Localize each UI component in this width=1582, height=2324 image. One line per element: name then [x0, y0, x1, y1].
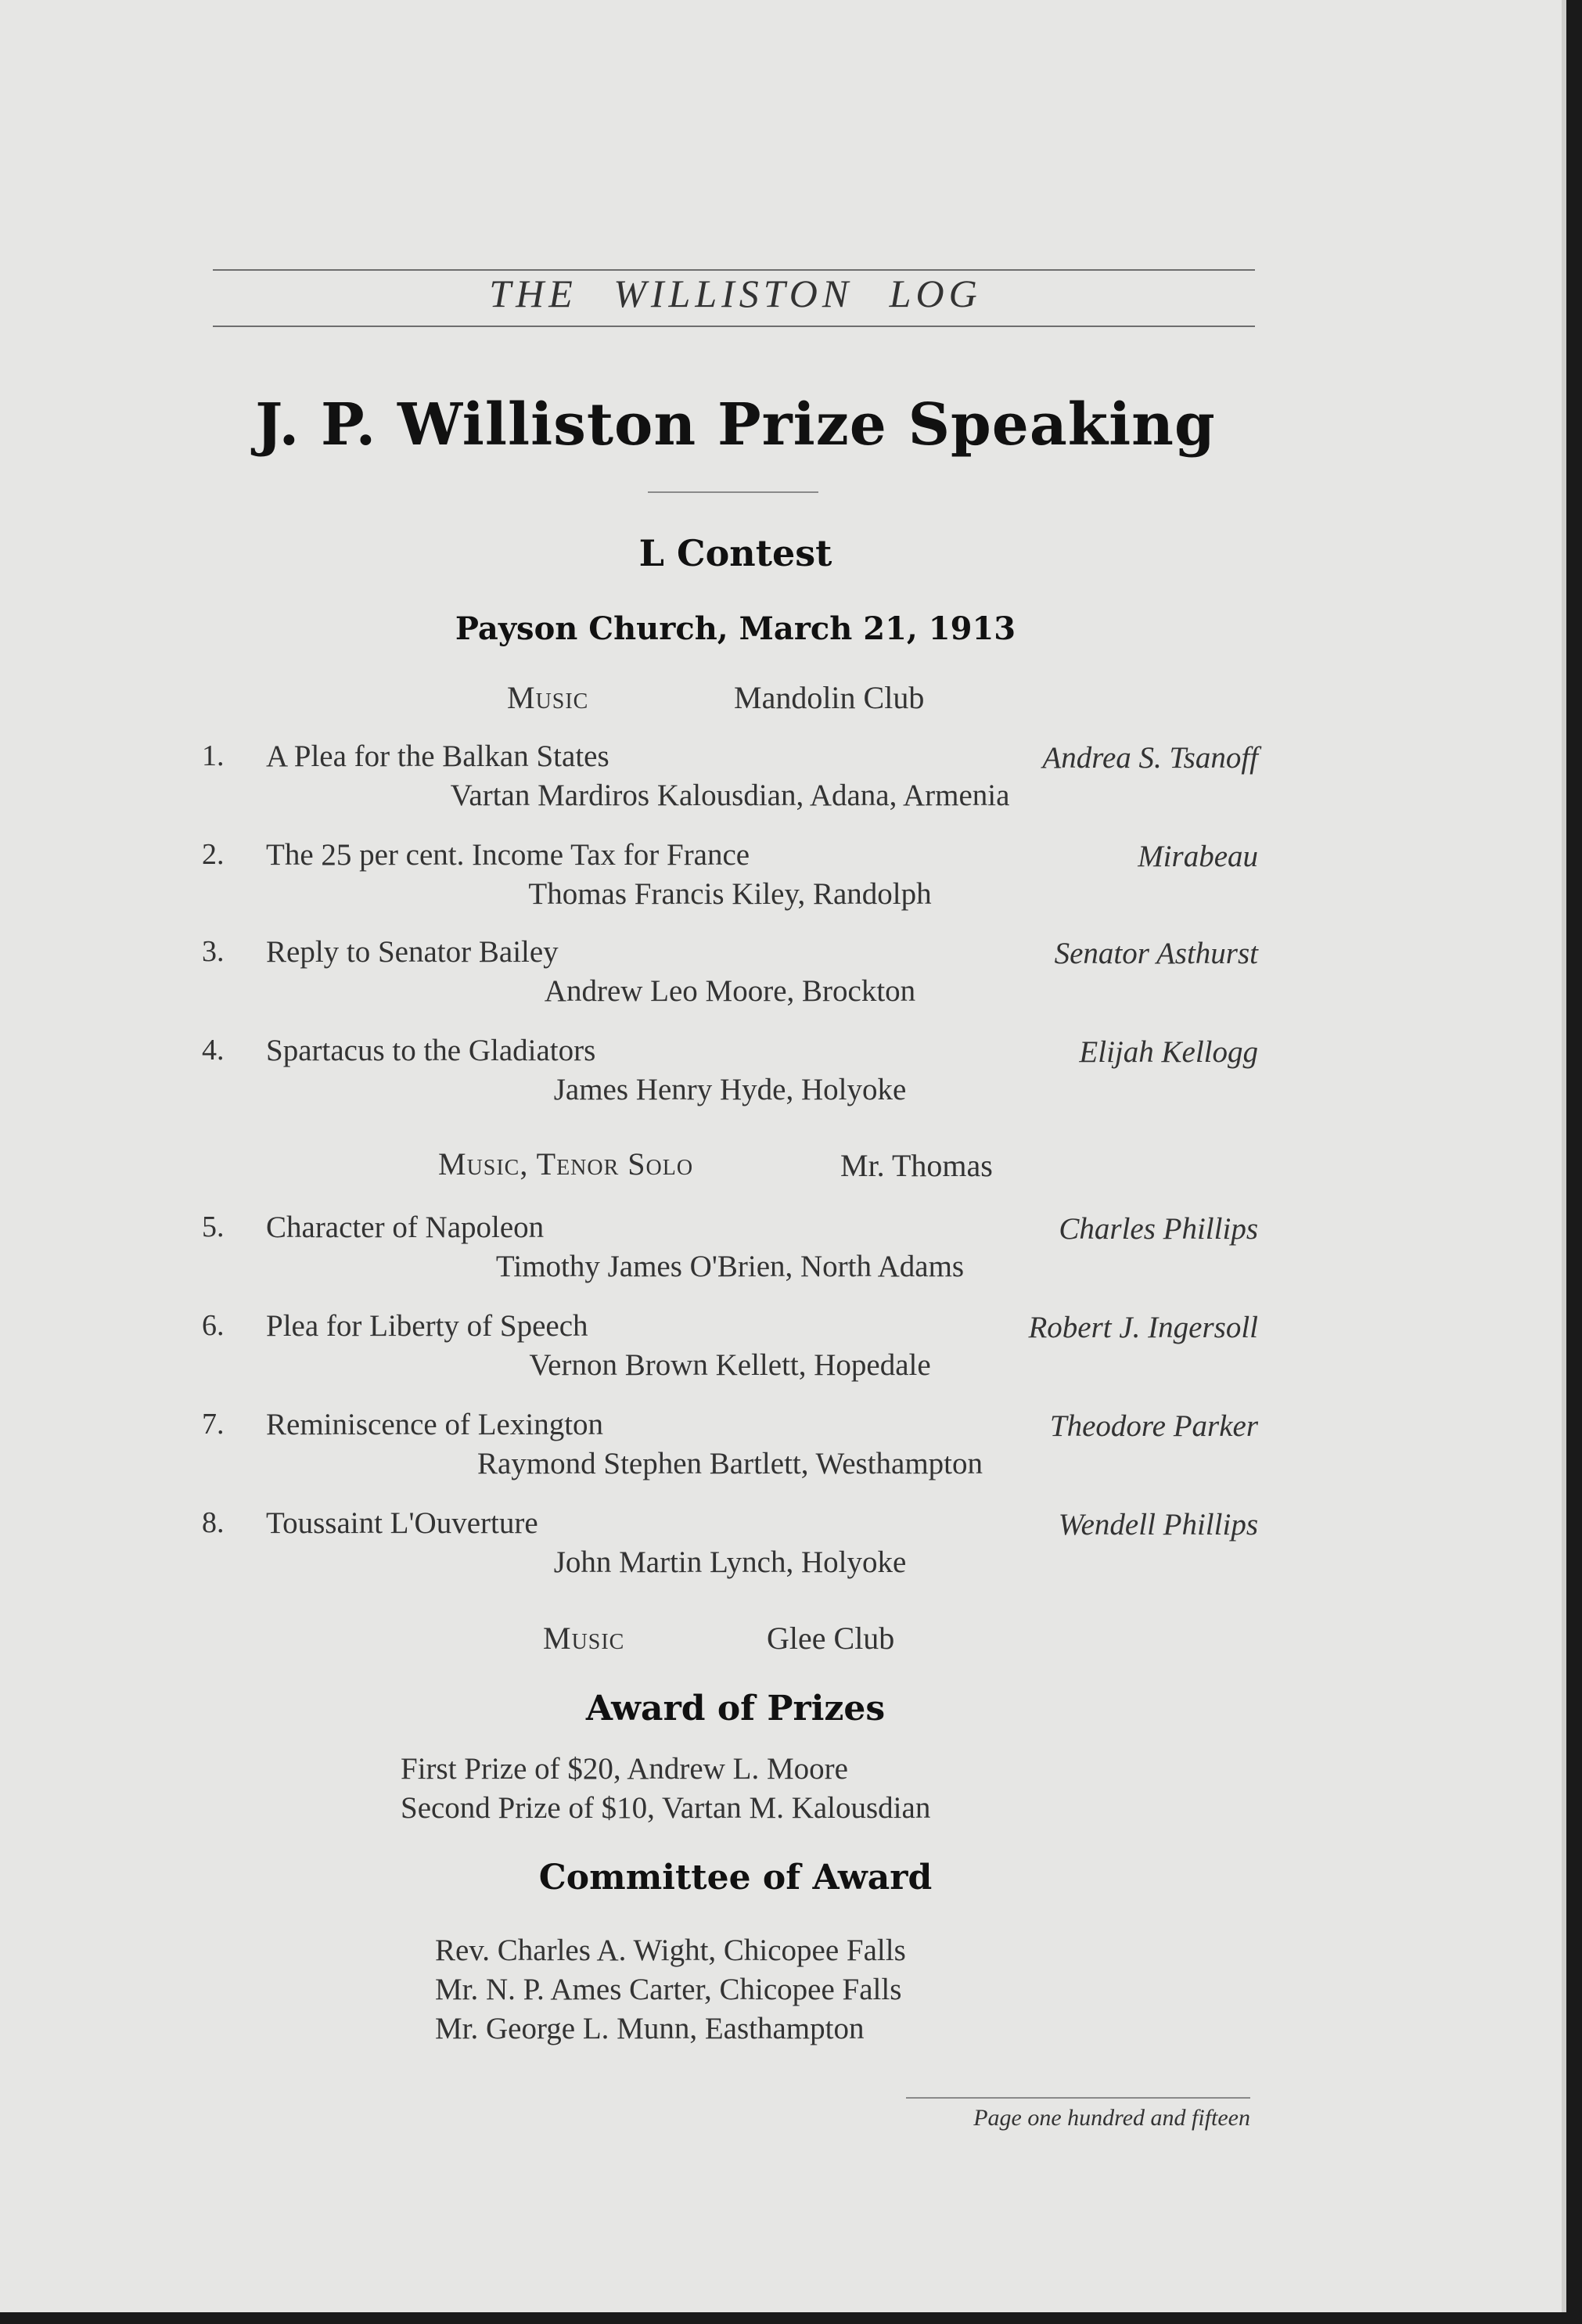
page-number-label: Page one hundred and fifteen — [973, 2105, 1250, 2131]
music-performer-text: Mr. Thomas — [840, 1148, 993, 1183]
page-edge — [1562, 0, 1566, 2312]
program-item — [202, 837, 1258, 923]
item-speaker: Vartan Mardiros Kalousdian, Adana, Armenia — [450, 779, 1010, 812]
music-performer-text: Glee Club — [767, 1621, 895, 1656]
committee-heading: Committee of Award — [538, 1858, 933, 1898]
music-label: Music, Tenor Solo — [438, 1146, 694, 1182]
title-divider — [648, 491, 818, 493]
item-speaker: Thomas Francis Kiley, Randolph — [528, 877, 932, 911]
item-title: Character of Napoleon — [266, 1211, 545, 1244]
item-number: 3. — [202, 935, 225, 968]
item-author: Robert J. Ingersoll — [1028, 1311, 1258, 1344]
item-author: Wendell Phillips — [1058, 1508, 1258, 1542]
committee-member: Mr. George L. Munn, Easthampton — [435, 2012, 865, 2045]
contest-subtitle: L Contest — [638, 532, 832, 574]
item-title: The 25 per cent. Income Tax for France — [266, 838, 750, 872]
award-line: First Prize of $20, Andrew L. Moore — [401, 1752, 848, 1786]
item-author: Andrea S. Tsanoff — [1042, 741, 1258, 775]
item-speaker: Vernon Brown Kellett, Hopedale — [529, 1348, 931, 1382]
program-item — [202, 739, 1258, 825]
item-title: Reply to Senator Bailey — [266, 935, 559, 969]
item-speaker: John Martin Lynch, Holyoke — [553, 1545, 907, 1579]
item-speaker: Raymond Stephen Bartlett, Westhampton — [476, 1447, 983, 1480]
committee-list — [435, 1931, 906, 2049]
item-number: 5. — [202, 1211, 225, 1243]
music-label: Music — [507, 680, 589, 715]
program-item — [202, 1210, 1258, 1296]
program-item — [202, 1506, 1258, 1592]
music-performer — [734, 679, 924, 716]
venue-date: Payson Church, March 21, 1913 — [455, 610, 1016, 647]
item-speaker: Andrew Leo Moore, Brockton — [544, 974, 916, 1008]
committee-member: Rev. Charles A. Wight, Chicopee Falls — [435, 1934, 906, 1967]
item-number: 6. — [202, 1309, 225, 1342]
committee-member: Mr. N. P. Ames Carter, Chicopee Falls — [435, 1973, 902, 2006]
program-item — [202, 1308, 1258, 1394]
music-label: Music — [543, 1621, 625, 1656]
item-title: Toussaint L'Ouverture — [266, 1506, 538, 1540]
item-number: 2. — [202, 838, 225, 871]
item-number: 1. — [202, 739, 225, 772]
item-author: Theodore Parker — [1049, 1409, 1258, 1443]
item-author: Senator Asthurst — [1054, 937, 1258, 970]
item-number: 4. — [202, 1034, 225, 1067]
item-speaker: James Henry Hyde, Holyoke — [553, 1073, 907, 1106]
music-entry — [543, 1620, 624, 1657]
award-line: Second Prize of $10, Vartan M. Kalousdian — [401, 1791, 931, 1825]
item-number: 8. — [202, 1506, 225, 1539]
footer-rule — [906, 2097, 1250, 2099]
program-item — [202, 1407, 1258, 1493]
item-author: Elijah Kellogg — [1079, 1035, 1258, 1069]
item-author: Mirabeau — [1138, 840, 1258, 873]
item-author: Charles Phillips — [1059, 1212, 1258, 1246]
awards-list — [401, 1750, 930, 1828]
header-rule-bottom — [213, 326, 1255, 327]
item-title: Plea for Liberty of Speech — [266, 1309, 588, 1343]
item-number: 7. — [202, 1408, 225, 1441]
music-performer — [840, 1147, 993, 1184]
item-title: Spartacus to the Gladiators — [266, 1034, 596, 1067]
item-title: Reminiscence of Lexington — [266, 1408, 604, 1441]
item-title: A Plea for the Balkan States — [266, 739, 609, 773]
music-performer — [767, 1620, 894, 1657]
program-item — [202, 1033, 1258, 1119]
music-entry — [438, 1146, 693, 1182]
program-item — [202, 934, 1258, 1020]
music-entry — [507, 679, 588, 716]
awards-heading: Award of Prizes — [585, 1689, 886, 1729]
page-title: J. P. Williston Prize Speaking — [255, 391, 1216, 459]
running-head: THE WILLISTON LOG — [489, 272, 982, 315]
item-speaker: Timothy James O'Brien, North Adams — [495, 1250, 965, 1283]
music-performer-text: Mandolin Club — [734, 680, 925, 715]
